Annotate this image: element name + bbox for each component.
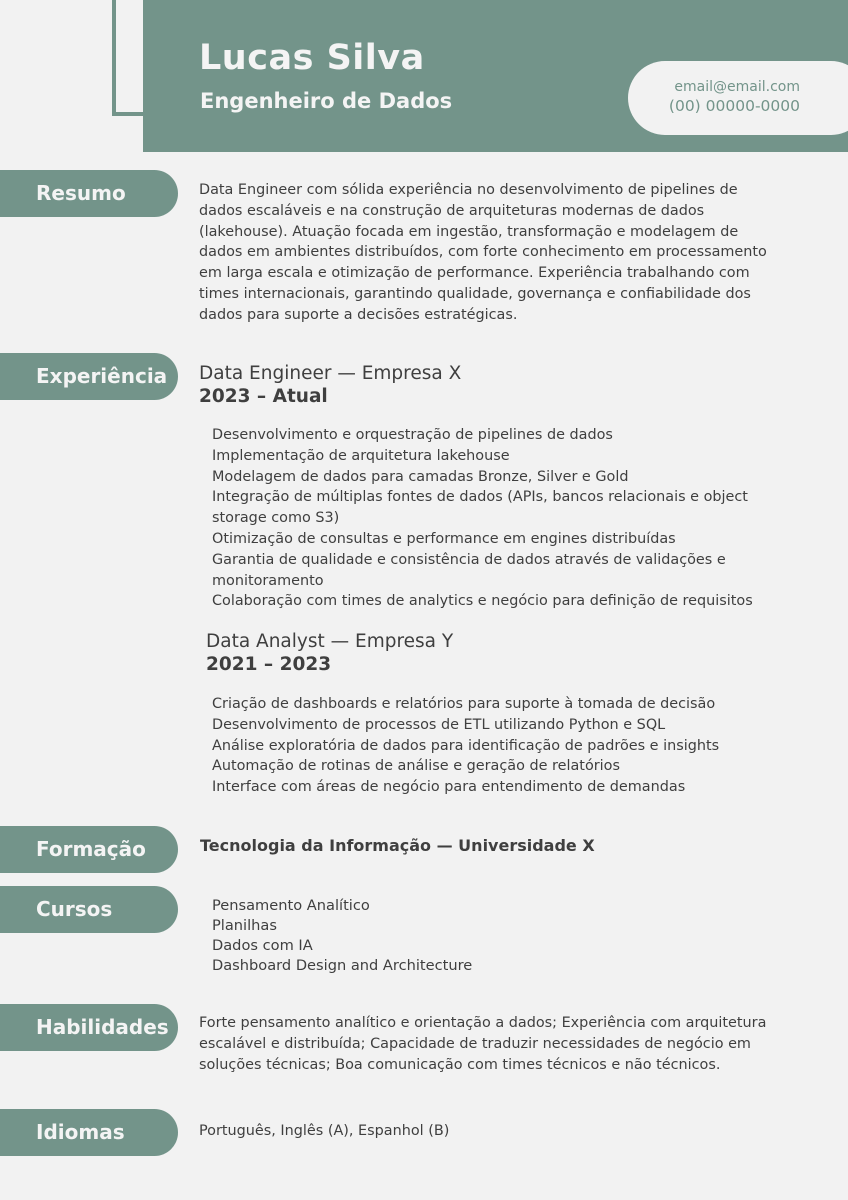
- job-period: 2023 – Atual: [199, 386, 328, 407]
- languages-text: Português, Inglês (A), Espanhol (B): [199, 1123, 450, 1139]
- list-item: Otimização de consultas e performance em engines distribuídas: [212, 530, 676, 547]
- contact-phone: (00) 00000-0000: [668, 97, 800, 115]
- list-item: Desenvolvimento e orquestração de pipelines de dados: [212, 427, 613, 443]
- section-label-cursos: Cursos: [0, 886, 178, 933]
- list-item: Interface com áreas de negócio para entendimento de demandas: [212, 779, 686, 796]
- list-item: Integração de múltiplas fontes de dados (APIs, bancos relacionais e object storage como S3): [212, 489, 748, 527]
- job-responsibilities-list: [212, 694, 802, 798]
- list-item: Modelagem de dados para camadas Bronze, Silver e Gold: [212, 468, 629, 485]
- job-title: Data Engineer — Empresa X: [199, 363, 462, 384]
- section-label-formacao: Formação: [0, 826, 178, 873]
- list-item: Automação de rotinas de análise e geração de relatórios: [212, 758, 620, 775]
- section-label-idiomas: Idiomas: [0, 1109, 178, 1156]
- resumo-text: Data Engineer com sólida experiência no desenvolvimento de pipelines de dados escaláveis e na construção de arquiteturas modernas de dados (lakehouse). Atuação focada em ingestão, transformação e modelagem de dados em ambientes distribuídos, com forte conhecimento em processamento em larga escala e otimização de performance. Experiência trabalhando com times internacionais, garantindo qualidade, governança e confiabilidade dos dados para suporte a decisões estratégicas.: [199, 182, 767, 323]
- education-entry: Tecnologia da Informação — Universidade X: [200, 836, 595, 855]
- section-label-experiencia: Experiência: [0, 353, 178, 400]
- list-item: Colaboração com times de analytics e negócio para definição de requisitos: [212, 593, 753, 610]
- list-item: Pensamento Analítico: [212, 897, 370, 914]
- courses-list: [212, 896, 802, 976]
- list-item: Dashboard Design and Architecture: [212, 957, 473, 974]
- list-item: Garantia de qualidade e consistência de dados através de validações e monitoramento: [212, 551, 726, 589]
- list-item: Implementação de arquitetura lakehouse: [212, 447, 510, 464]
- list-item: Análise exploratória de dados para identificação de padrões e insights: [212, 737, 720, 754]
- candidate-role: Engenheiro de Dados: [200, 89, 453, 113]
- section-label-habilidades: Habilidades: [0, 1004, 178, 1051]
- job-period: 2021 – 2023: [206, 654, 332, 675]
- job-responsibilities-list: [212, 425, 802, 612]
- candidate-name: Lucas Silva: [199, 38, 425, 78]
- list-item: Dados com IA: [212, 937, 313, 954]
- job-title: Data Analyst — Empresa Y: [206, 631, 454, 652]
- section-label-resumo: Resumo: [0, 170, 178, 217]
- list-item: Desenvolvimento de processos de ETL utilizando Python e SQL: [212, 716, 666, 733]
- header-frame-decoration: [112, 0, 143, 116]
- skills-text: Forte pensamento analítico e orientação a dados; Experiência com arquitetura escalável e distribuída; Capacidade de traduzir necessidades de negócio em soluções técnicas; Boa comunicação com times técnicos e não técnicos.: [199, 1015, 767, 1073]
- list-item: Planilhas: [212, 917, 277, 934]
- list-item: Criação de dashboards e relatórios para suporte à tomada de decisão: [212, 696, 716, 712]
- contact-email[interactable]: email@email.com: [674, 79, 800, 95]
